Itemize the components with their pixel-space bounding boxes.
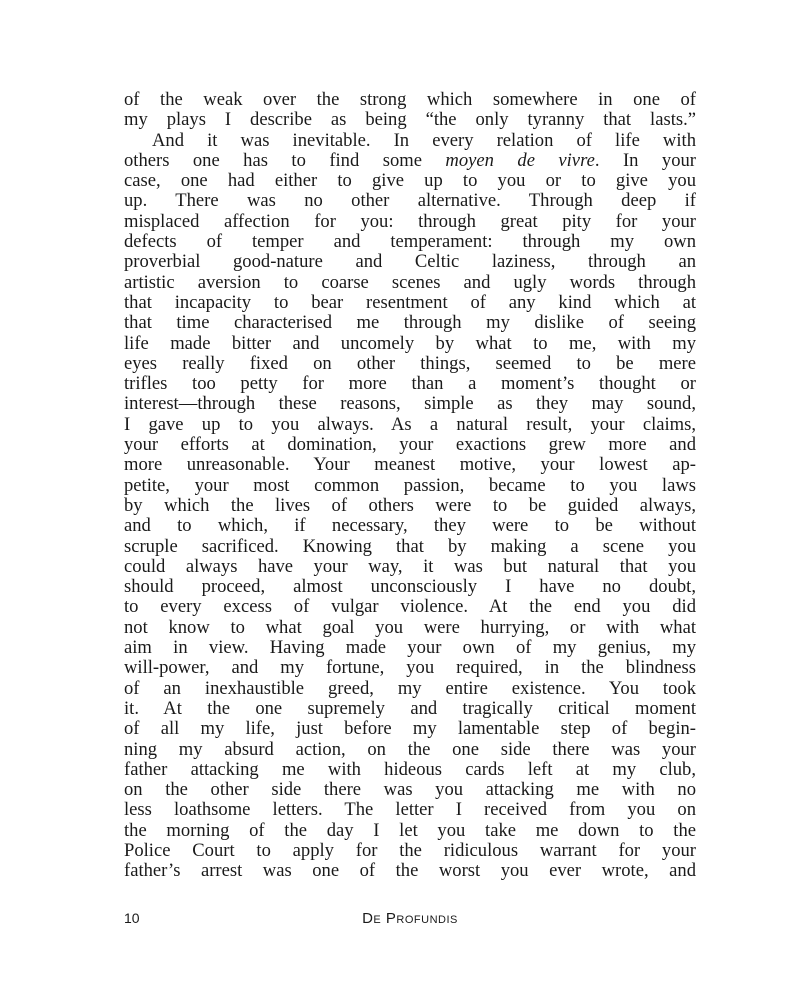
text-line: and to which, if necessary, they were to be without	[124, 515, 696, 537]
text-line: father attacking me with hideous cards left at my club,	[124, 758, 696, 780]
text-line: will-power, and my fortune, you required, in the blindness	[124, 657, 696, 679]
text-line: could always have your way, it was but natural that you	[124, 555, 696, 577]
text-line: that incapacity to bear resentment of any kind which at	[124, 291, 696, 313]
text-line: by which the lives of others were to be guided always,	[124, 494, 696, 516]
text-line: case, one had either to give up to you or to give you	[124, 170, 696, 192]
text-line: father’s arrest was one of the worst you ever wrote, and	[124, 860, 696, 882]
text-line: artistic aversion to coarse scenes and ugly words through	[124, 271, 696, 293]
text-line: up. There was no other alternative. Through deep if	[124, 190, 696, 212]
text-line: should proceed, almost unconsciously I have no doubt,	[124, 576, 696, 598]
text-line: petite, your most common passion, became to you laws	[124, 474, 696, 496]
text-line: trifles too petty for more than a moment’s thought or	[124, 373, 696, 395]
text-line: it. At the one supremely and tragically critical moment	[124, 697, 696, 719]
text-line: less loathsome letters. The letter I received from you on	[124, 799, 696, 821]
text-line: on the other side there was you attacking me with no	[124, 779, 696, 801]
text-line: of the weak over the strong which somewhere in one of	[124, 89, 696, 110]
running-title: De Profundis	[362, 910, 458, 927]
text-line: to every excess of vulgar violence. At the end you did	[124, 596, 696, 618]
text-line: interest—through these reasons, simple as they may sound,	[124, 393, 696, 415]
text-line: aim in view. Having made your own of my genius, my	[124, 637, 696, 659]
page-number: 10	[124, 910, 140, 926]
text-line: Police Court to apply for the ridiculous warrant for your	[124, 839, 696, 861]
text-segment: . In your	[594, 149, 696, 171]
italic-phrase: moyen de vivre	[445, 149, 595, 171]
text-line: misplaced affection for you: through great pity for your	[124, 210, 696, 232]
text-line: proverbial good-nature and Celtic laziness, through an	[124, 251, 696, 273]
text-line: my plays I describe as being “the only tyranny that lasts.”	[124, 109, 696, 131]
text-line: of all my life, just before my lamentable step of begin-	[124, 718, 696, 740]
text-line: your efforts at domination, your exactions grew more and	[124, 434, 696, 456]
text-line: life made bitter and uncomely by what to me, with my	[124, 332, 696, 354]
text-line: the morning of the day I let you take me down to the	[124, 819, 696, 841]
text-line: defects of temper and temperament: through my own	[124, 231, 696, 253]
text-line: not know to what goal you were hurrying, or with what	[124, 616, 696, 638]
paragraph-start-line: And it was inevitable. In every relation of life with	[152, 129, 696, 151]
text-line: I gave up to you always. As a natural result, your claims,	[124, 413, 696, 435]
text-line	[124, 151, 696, 171]
text-line: eyes really fixed on other things, seemed to be mere	[124, 352, 696, 374]
text-segment: others one has to find some	[124, 149, 446, 171]
text-line: of an inexhaustible greed, my entire existence. You took	[124, 677, 696, 699]
text-line: ning my absurd action, on the one side there was your	[124, 738, 696, 760]
body-text	[124, 90, 696, 882]
text-line: more unreasonable. Your meanest motive, your lowest ap-	[124, 454, 696, 476]
text-line: scruple sacrificed. Knowing that by making a scene you	[124, 535, 696, 557]
page-footer	[124, 910, 696, 930]
text-line: that time characterised me through my dislike of seeing	[124, 312, 696, 334]
